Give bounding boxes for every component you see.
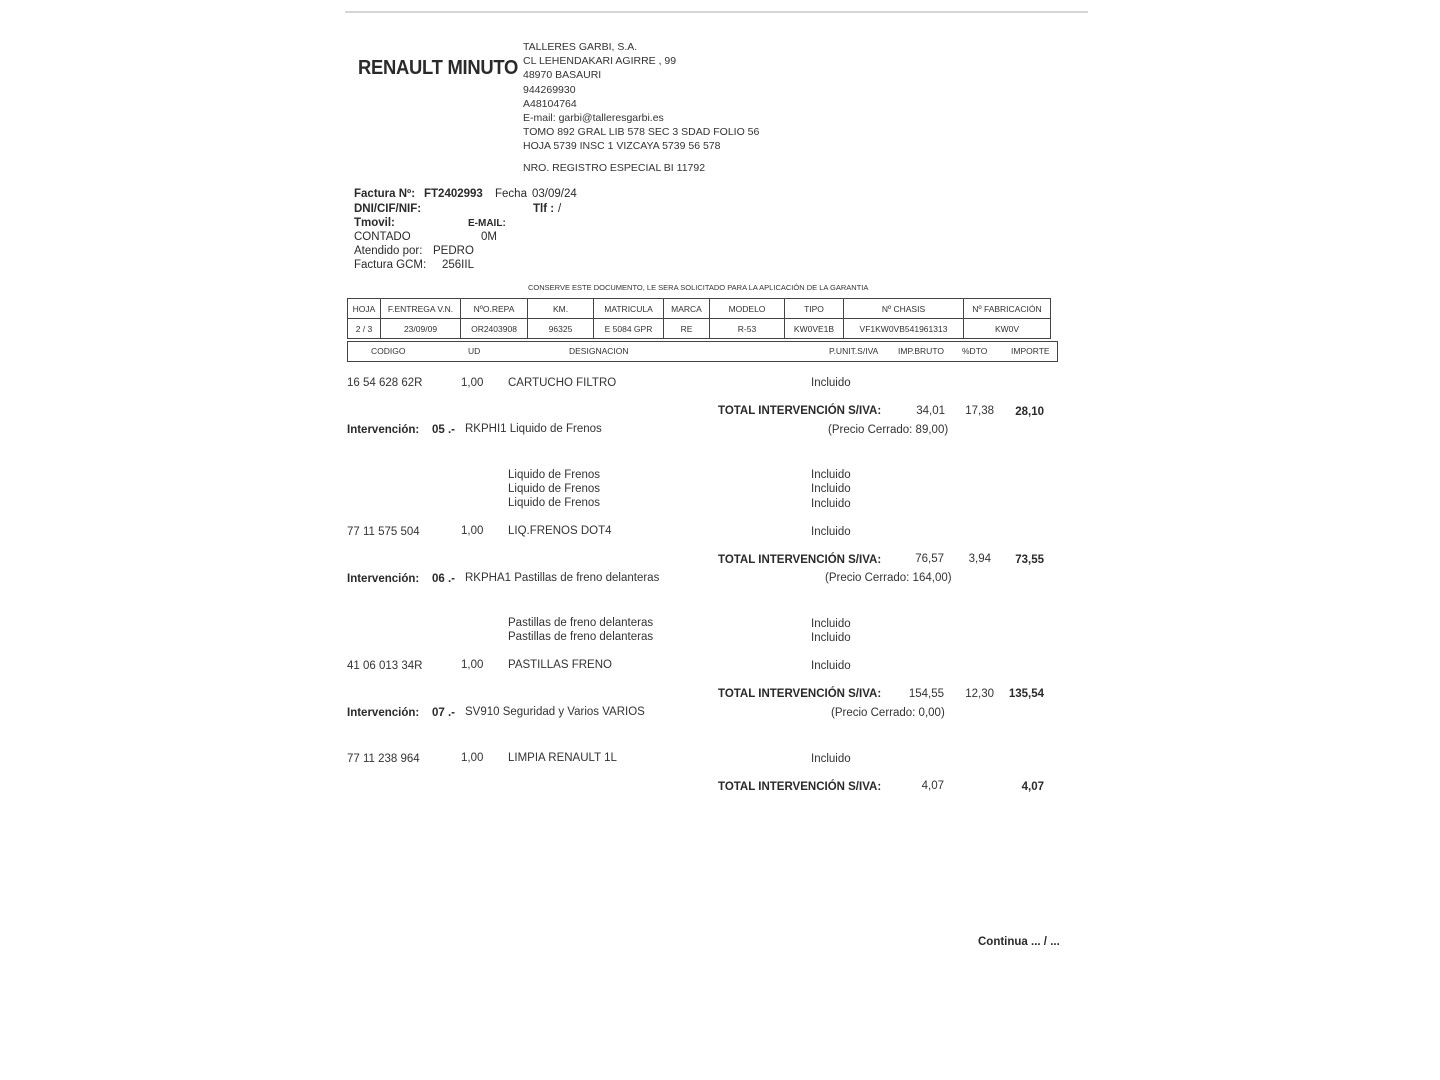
line-item-qty: 1,00 [461, 752, 484, 764]
tlf-label: Tlf : [533, 203, 555, 215]
line-item-code: 77 11 575 504 [347, 526, 420, 538]
vehicle-value-cell: KW0V [964, 319, 1051, 339]
payment-value: 0M [481, 231, 497, 243]
line-item-code: 41 06 013 34R [347, 660, 423, 672]
vehicle-table-header-row [348, 299, 1051, 319]
top-border-line [345, 11, 1088, 13]
total-bruto: 34,01 [916, 405, 945, 417]
company-address-block [523, 40, 759, 154]
intervencion-number: 07 .- [432, 707, 456, 719]
line-items-header [347, 341, 1058, 362]
total-dto: 3,94 [968, 553, 991, 565]
vehicle-header-cell: Nº FABRICACIÓN [964, 299, 1051, 319]
sub-item-desc: Liquido de Frenos [508, 483, 601, 495]
atendido-label: Atendido por: [354, 245, 423, 257]
vehicle-header-cell: TIPO [785, 299, 844, 319]
line-item-qty: 1,00 [461, 659, 484, 671]
total-importe: 28,10 [1015, 406, 1044, 418]
intervencion-desc: SV910 Seguridad y Varios VARIOS [465, 706, 645, 718]
total-importe: 135,54 [1008, 688, 1044, 700]
line-item-status: Incluido [811, 526, 851, 538]
sub-item-status: Incluido [811, 618, 851, 630]
total-intervencion-label: TOTAL INTERVENCIÓN S/IVA: [718, 554, 882, 566]
vehicle-header-cell: MARCA [664, 299, 710, 319]
company-line: TALLERES GARBI, S.A. [523, 41, 638, 53]
precio-cerrado: (Precio Cerrado: 0,00) [831, 707, 945, 719]
company-line: A48104764 [523, 97, 577, 110]
vehicle-header-cell: F.ENTREGA V.N. [381, 299, 461, 319]
col-impbruto: IMP.BRUTO [898, 346, 944, 356]
factura-number: FT2402993 [424, 188, 483, 200]
intervencion-label: Intervención: [347, 707, 420, 719]
intervencion-number: 06 .- [432, 573, 456, 585]
line-item-desc: PASTILLAS FRENO [508, 659, 612, 671]
col-codigo: CODIGO [371, 346, 406, 356]
tlf-value: / [558, 203, 562, 215]
company-line: CL LEHENDAKARI AGIRRE , 99 [523, 55, 677, 68]
sub-item-status: Incluido [811, 632, 851, 644]
vehicle-header-cell: Nº CHASIS [844, 299, 964, 319]
vehicle-header-cell: NºO.REPA [461, 299, 528, 319]
col-ud: UD [468, 346, 481, 356]
total-intervencion-label: TOTAL INTERVENCIÓN S/IVA: [718, 405, 882, 417]
line-item-status: Incluido [811, 377, 851, 389]
vehicle-value-cell: 2 / 3 [348, 319, 381, 339]
sub-item-desc: Liquido de Frenos [508, 497, 601, 509]
total-intervencion-label: TOTAL INTERVENCIÓN S/IVA: [718, 781, 882, 793]
company-line: E-mail: garbi@talleresgarbi.es [523, 111, 664, 124]
factura-label: Factura Nº: [354, 188, 416, 200]
line-item-code: 77 11 238 964 [347, 753, 420, 765]
atendido-value: PEDRO [433, 245, 474, 257]
line-item-qty: 1,00 [461, 377, 484, 389]
tmovil-label: Tmovil: [354, 217, 395, 229]
col-importe: IMPORTE [1011, 346, 1050, 356]
company-line: TOMO 892 GRAL LIB 578 SEC 3 SDAD FOLIO 56 [523, 126, 760, 139]
company-line: 944269930 [523, 83, 576, 96]
vehicle-value-cell: E 5084 GPR [594, 319, 664, 339]
continua-label: Continua ... / ... [978, 936, 1060, 948]
sub-item-status: Incluido [811, 483, 851, 495]
vehicle-value-cell: 96325 [528, 319, 594, 339]
sub-item-desc: Pastillas de freno delanteras [508, 617, 654, 629]
vehicle-value-cell: KW0VE1B [785, 319, 844, 339]
total-bruto: 76,57 [915, 553, 944, 565]
line-item-code: 16 54 628 62R [347, 377, 423, 389]
total-intervencion-label: TOTAL INTERVENCIÓN S/IVA: [718, 688, 882, 700]
intervencion-label: Intervención: [347, 573, 420, 585]
col-designacion: DESIGNACION [569, 346, 629, 356]
company-line: HOJA 5739 INSC 1 VIZCAYA 5739 56 578 [523, 140, 721, 153]
registro-especial: NRO. REGISTRO ESPECIAL BI 11792 [523, 162, 706, 174]
intervencion-desc: RKPHI1 Liquido de Frenos [465, 423, 602, 435]
intervencion-desc: RKPHA1 Pastillas de freno delanteras [465, 572, 660, 584]
fecha-value: 03/09/24 [532, 188, 577, 200]
sub-item-status: Incluido [811, 469, 851, 481]
vehicle-value-cell: RE [664, 319, 710, 339]
vehicle-header-cell: MODELO [710, 299, 785, 319]
sub-item-desc: Pastillas de freno delanteras [508, 631, 654, 643]
payment-method: CONTADO [354, 231, 411, 243]
vehicle-table-value-row [348, 319, 1051, 339]
col-dto: %DTO [962, 346, 988, 356]
vehicle-table [347, 298, 1051, 339]
precio-cerrado: (Precio Cerrado: 164,00) [825, 572, 952, 584]
vehicle-header-cell: KM. [528, 299, 594, 319]
fecha-label: Fecha [495, 188, 527, 200]
sub-item-status: Incluido [811, 498, 851, 510]
total-bruto: 4,07 [921, 780, 944, 792]
company-line: 48970 BASAURI [523, 69, 602, 82]
total-dto: 17,38 [965, 405, 994, 417]
vehicle-value-cell: 23/09/09 [381, 319, 461, 339]
intervencion-label: Intervención: [347, 424, 420, 436]
vehicle-value-cell: R-53 [710, 319, 785, 339]
col-punit: P.UNIT.S/IVA [829, 346, 879, 356]
vehicle-header-cell: MATRICULA [594, 299, 664, 319]
dni-label: DNI/CIF/NIF: [354, 203, 422, 215]
brand-logo: RENAULT MINUTO [358, 57, 519, 79]
line-item-qty: 1,00 [461, 525, 484, 537]
total-importe: 73,55 [1015, 554, 1044, 566]
line-item-status: Incluido [811, 753, 851, 765]
total-dto: 12,30 [965, 688, 994, 700]
line-item-desc: LIQ.FRENOS DOT4 [508, 525, 612, 537]
precio-cerrado: (Precio Cerrado: 89,00) [828, 424, 949, 436]
gcm-value: 256IIL [442, 259, 474, 271]
intervencion-number: 05 .- [432, 424, 456, 436]
total-bruto: 154,55 [908, 688, 944, 700]
vehicle-value-cell: OR2403908 [461, 319, 528, 339]
line-item-status: Incluido [811, 660, 851, 672]
garantia-note: CONSERVE ESTE DOCUMENTO, LE SERA SOLICITADO PARA LA APLICACIÓN DE LA GARANTIA [528, 283, 869, 292]
gcm-label: Factura GCM: [354, 259, 427, 271]
line-item-desc: LIMPIA RENAULT 1L [508, 752, 617, 764]
email-label: E-MAIL: [468, 218, 506, 229]
vehicle-header-cell: HOJA [348, 299, 381, 319]
total-importe: 4,07 [1021, 781, 1044, 793]
line-item-desc: CARTUCHO FILTRO [508, 377, 617, 389]
sub-item-desc: Liquido de Frenos [508, 469, 601, 481]
vehicle-value-cell: VF1KW0VB541961313 [844, 319, 964, 339]
